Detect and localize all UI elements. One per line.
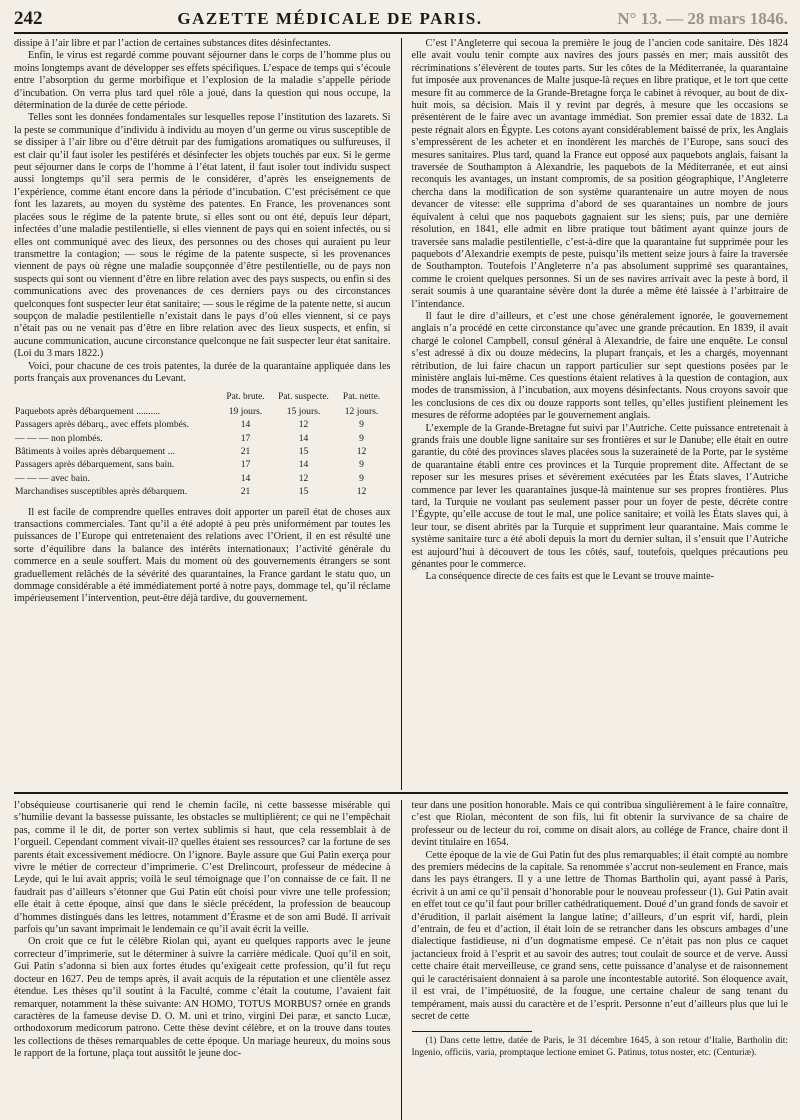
footnote: (1) Dans cette lettre, datée de Paris, le 31 décembre 1645, à son retour d’Italie, Bartholin dit: Ingenio, officiis, varia, promptaque lectione eminet G. Patinus, totus noster, etc. (Centuriæ). bbox=[411, 1036, 788, 1058]
paragraph: Il faut le dire d’ailleurs, et c’est une chose généralement ignorée, le gouvernement anglais n’a procédé en cette circonstance qu’avec une grande précaution. En 1839, il avait chargé le colonel Campbell, consul général à Alexandrie, de faire une enquête. Le consul s’est adressé à dix ou douze médecins, la plupart français, et les a chargés, moyennant rétribution, de lui faire chacun un rapport particulier sur sept questions posées par le ministère anglais lui-même. Ces questions étaient relatives à la question de contagion, aux modes de transmission, à l’incubation, aux moyens désinfectants. Nous croyons savoir que les conclusions de ces dix ou douze rapports sont telles, qu’elles justifient pleinement les mesures de réforme adoptées par le gouvernement anglais. bbox=[411, 310, 788, 422]
footnote-rule bbox=[412, 1031, 532, 1032]
table-cell: 12 bbox=[356, 486, 367, 498]
table-cell: — — — avec bain. bbox=[15, 472, 90, 484]
table-cell: 9 bbox=[359, 432, 364, 444]
paragraph: Enfin, le virus est regardé comme pouvant séjourner dans le corps de l’homme plus ou moins longtemps avant de développer ses effets spécifiques. L’espace de temps qui s’écoule entre l’absorption du germe morbifique et l’explosion de la maladie s’appelle période d’incubation. On verra plus tard quel rôle a joué, dans la question qui nous occupe, la détermination de la durée de cette période. bbox=[14, 50, 391, 112]
table-row bbox=[14, 472, 391, 485]
table-cell: Passagers après débarq., avec effets plombés. bbox=[15, 419, 190, 431]
journal-title: GAZETTE MÉDICALE DE PARIS. bbox=[177, 9, 483, 28]
right-column bbox=[412, 38, 789, 790]
table-cell: 9 bbox=[359, 419, 364, 431]
table-cell: Paquebots après débarquement .......... bbox=[15, 405, 161, 417]
table-cell: 14 bbox=[298, 459, 309, 471]
table-row bbox=[14, 458, 391, 471]
paragraph: L’exemple de la Grande-Bretagne fut suivi par l’Autriche. Cette puissance entretenait à grands frais une double ligne sanitaire sur ses frontières et sur le Danube; elle était en outre garantie, du côté des provinces slaves placées sous la suzeraineté de la Porte, par le système de quarantaine établi entre ces provinces et la Turquie proprement dite. Affectant de se reposer sur les mesures prises et sévèrement exécutées par les États slaves, l’Autriche commence par lever les quarantaines jusque-là maintenue sur ses propres frontières. Plus tard, la Turquie ne voulant pas seulement passer pour un foyer de peste, décrète contre l’Égypte, qu’elle accuse de tout le mal, une police sanitaire; et voilà les États slaves qui, à leur tour, se disent abrités par la Turquie et suppriment leur quarantaine. Mais comme le système sanitaire turc a été aboli depuis la mort du dernier sultan, il s’ensuit que l’Autriche est aujourd’hui à découvert de tous les côtés, sauf, toutefois, quelques précautions peu génantes pour le commerce. bbox=[411, 422, 788, 571]
column-divider bbox=[401, 38, 402, 790]
page-header bbox=[14, 8, 788, 34]
table-header-cell: Pat. brute. bbox=[226, 392, 265, 403]
paragraph: C’est l’Angleterre qui secoua la première le joug de l’ancien code sanitaire. Dès 1824 elle avait voulu tenir compte aux navires des jours passés en mer; mais aussitôt des récriminations s’élevèrent de toutes parts. Sur les côtes de la Méditerranée, la quarantaine fut imposée aux provenances de Malte jusque-là reçues en libre pratique, et le tort que cette mesure fit au commerce de la Grande-Bretagne força le cabinet à révoquer, au bout de dix-huit mois, sa décision. Mais il y revint par degrés, à mesure que les occasions se présentèrent de le faire avec un avantage immédiat. Son premier essai date de 1832. La peste régnait alors en Égypte. Les cotons ayant considérablement baissé de prix, les Anglais s’empressèrent de les acheter et en inondèrent les marchés de l’Europe, sans souci des mesures sanitaires. Plus tard, quand la France eut opposé aux paquebots anglais, faisant la traversée de Southampton à Alexandrie, les paquebots de la Méditerranée, et eut ainsi reconquis les avantages, un instant compromis, de sa position géographique, l’Angleterre chercha dans la modification de son système quarantenaire un autre moyen de nous devancer de vitesse: elle supprima d’abord de ses quarantaines un nombre de jours équivalent à celui que nos paquebots gagnaient sur les siens; puis, par une dernière résolution, en 1841, elle admit en libre pratique tout bâtiment ayant quinze jours de traversée sans maladie pestilentielle, c’est-à-dire que la quarantaine fut supprimée pour les paquebots d’Alexandrie exempts de peste, puisqu’ils mettent seize jours à faire la traversée de Southampton. Toutefois l’Angleterre n’a pas absolument supprimé ses quarantaines, comme le croient quelques personnes. Si un de ses navires arrivait avec la peste à bord, il serait soumis à une quarantaine sévère dont la durée a même été laissée à l’arbitraire de l’intendance. bbox=[411, 38, 788, 310]
table-cell: Bâtiments à voiles après débarquement ... bbox=[15, 446, 175, 457]
feuilleton-left-column bbox=[14, 800, 391, 1120]
table-cell: — — — non plombés. bbox=[15, 432, 103, 444]
paragraph: Telles sont les données fondamentales sur lesquelles repose l’institution des lazarets. Si la peste se communique d’individu à individu au moyen d’un germe ou virus susceptible de se dissiper à l’air libre ou d’être détruit par des fumigations aromatiques ou sulfureuses, il est clair qu’il faut isoler les pestiférés et désinfecter les objets touchés par eux. Si le germe peut séjourner dans le corps de l’homme à l’état latent, il faut isoler tout individu suspect aussi longtemps qu’il sera permis de le considérer, d’après les enseignements de l’expérience, comme étant encore dans la période d’incubation. C’est précisément ce que font les lazarets, au moyen du système des patentes. En France, les provenances sont placées sous le régime de la patente brute, si elles sont ou ont été, depuis leur départ, infectées d’une maladie pestilentielle, si elles viennent de pays qui en soient infectés, ou si elles ont communiqué avec des lieux, des personnes ou des choses qui auraient pu leur transmettre la contagion; — sous le régime de la patente suspecte, si les provenances viennent de pays où règne une maladie soupçonnée d’être pestilentielle, ou de pays non suspects qui sont ou viennent d’être en libre relation avec des pays suspects, ou enfin si des communications avec des provenances de ces derniers pays ou des circonstances quelconques font suspecter leur état sanitaire; — sous le régime de la patente nette, si aucun soupçon de maladie pestilentielle n’existait dans le pays d’où elles viennent, si ce pays n’était pas ou ne venait pas d’être en libre relation avec des lieux suspects, et enfin, si aucune communication, aucune circonstance quelconque ne fait suspecter leur état sanitaire. (Loi du 3 mars 1822.) bbox=[14, 112, 391, 360]
table-cell: 15 bbox=[298, 486, 309, 498]
paragraph: l’obséquieuse courtisanerie qui rend le chemin facile, ni cette bassesse misérable qui s’humilie devant la bassesse puissante, les obstacles se multiplièrent; ce qui ne l’empêchait pas, comme il le dit, de porter son vertex sublimis si haut, que cela ressemblait à de l’orgueil. Cependant comment vivait-il? quelles étaient ses ressources? car la fortune de ses parents était excessivement médiocre. On l’ignore. Bayle assure que Gui Patin exerça pour vivre le métier de correcteur d’imprimerie. C’est Drelincourt, professeur de médecine à Leyde, qui le lui avait appris; voilà le seul témoignage que l’on connaisse de ce fait. Il ne faudrait pas d’ailleurs s’étonner que Gui Patin eût choisi pour vivre une telle profession; elle était à cette époque, ainsi que dans le siècle précédent, la profession de beaucoup d’hommes distingués dans les lettres, notamment d’Érasme et de son ami Budé. Il arrivait parfois qu’un savant imprimait le lendemain ce qu’il avait écrit la veille. bbox=[14, 800, 391, 936]
table-cell: 15 bbox=[298, 446, 309, 457]
feuilleton-right-column bbox=[412, 800, 789, 1120]
table-row bbox=[14, 405, 391, 418]
table-header-cell: Pat. suspecte. bbox=[278, 392, 329, 403]
table-cell: 12 bbox=[298, 419, 309, 431]
table-cell: 12 bbox=[356, 446, 367, 457]
column-divider bbox=[401, 800, 402, 1120]
page-number: 242 bbox=[14, 8, 43, 29]
table-cell: 14 bbox=[240, 419, 251, 431]
section-divider bbox=[14, 792, 788, 794]
table-cell: Passagers après débarquement, sans bain. bbox=[15, 459, 175, 471]
table-cell: 9 bbox=[359, 459, 364, 471]
paragraph: teur dans une position honorable. Mais ce qui contribua singulièrement à le faire connaître, c’est que Riolan, mécontent de son fils, lui fit obtenir la survivance de sa chaire de professeur ou de lecteur du roi, comme on disait alors, au collége de France, chaire dont il devint titulaire en 1654. bbox=[411, 800, 788, 849]
paragraph: Voici, pour chacune de ces trois patentes, la durée de la quarantaine appliquée dans les ports français aux provenances du Levant. bbox=[14, 360, 391, 384]
paragraph: dissipe à l’air libre et par l’action de certaines substances dites désinfectantes. bbox=[14, 38, 331, 49]
table-row bbox=[14, 418, 391, 431]
feuilleton-section bbox=[14, 800, 788, 1120]
table-cell: 15 jours. bbox=[286, 405, 321, 417]
table-cell: 17 bbox=[240, 432, 251, 444]
table-cell: 12 bbox=[298, 472, 309, 484]
table-cell: 17 bbox=[240, 459, 251, 471]
table-header-row bbox=[14, 391, 391, 404]
table-cell: 14 bbox=[240, 472, 251, 484]
table-row bbox=[14, 485, 391, 498]
table-header-cell bbox=[14, 391, 217, 404]
paragraph: Cette époque de la vie de Gui Patin fut des plus remarquables; il était compté au nombre des premiers médecins de la capitale. Sa renommée s’accrut non-seulement en France, mais dans les pays étrangers. Il y a une lettre de Thomas Bartholin qui, ayant passé à Paris, écrivit à un ami ce qu’il pensait d’honorable pour le nouveau professeur (1). Gui Patin avait en effet tout ce qu’il faut pour briller cathédratiquement. Doué d’un grand fonds de savoir et d’érudition, il parlait aisément la langue latine; d’ailleurs, d’un esprit vif, hardi, plein d’entrain, de feu et d’action, il était loin de se retrancher dans les obscurs ambages d’une dialectique fastidieuse, ni d’un dogmatisme empesé. Ce n’était pas non plus ce caquet jactancieux froid à l’esprit et au savoir des autres; tout coulait de source et de verve. Aussi cette chaire était merveilleuse, ce grand sens, cette puissance d’analyse et de raisonnement qui le caractérisaient donnaient à sa parole une incontestable autorité. Son éloquence avait, il est vrai, de l’impétuosité, de la fougue, une certaine chaleur de sang tenant du tempérament, mais aussi du caractère et de l’esprit. Personne n’eut d’ailleurs plus que lui le secret de cette bbox=[411, 849, 788, 1022]
table-cell: 21 bbox=[240, 486, 251, 498]
issue-info: N° 13. — 28 mars 1846. bbox=[617, 9, 788, 28]
paragraph: La conséquence directe de ces faits est que le Levant se trouve mainte- bbox=[425, 571, 715, 583]
table-row bbox=[14, 432, 391, 445]
table-cell: 12 jours. bbox=[344, 405, 379, 417]
quarantine-table bbox=[14, 391, 391, 498]
paragraph: On croit que ce fut le célèbre Riolan qui, ayant eu quelques rapports avec le jeune correcteur d’imprimerie, sut le déterminer à suivre la carrière médicale. Quoi qu’il en soit, Gui Patin s’adonna si bien aux fortes études qu’exigeait cette profession, qu’il fut reçu docteur en 1627. Peu de temps après, il avait acquis de la réputation et une clientèle assez étendue. Les thèses qu’il soutint à la Faculté, comme c’était la coutume, l’avaient fait remarquer, notamment la thèse suivante: AN HOMO, TOTUS MORBUS? ornée en grands caractères de la fameuse devise D. O. M. uni et trino, virgini Dei paræ, et sancto Lucæ, orthodoxorum medicorum patrono. Cette thèse devint célèbre, et on la trouve dans toutes les collections de thèses remarquables de cette époque. Un mariage heureux, du moins sous le rapport de la fortune, plaça tout aussitôt le jeune doc- bbox=[14, 936, 391, 1060]
left-column bbox=[14, 38, 391, 790]
table-cell: Marchandises susceptibles après débarquem. bbox=[15, 486, 188, 498]
table-cell: 9 bbox=[359, 472, 364, 484]
table-cell: 14 bbox=[298, 432, 309, 444]
table-cell: 21 bbox=[240, 446, 251, 457]
table-header-cell: Pat. nette. bbox=[342, 392, 381, 403]
table-row bbox=[14, 445, 391, 458]
paragraph: Il est facile de comprendre quelles entraves doit apporter un pareil état de choses aux transactions commerciales. Tant qu’il a été adopté à peu près uniformément par toutes les puissances de l’Europe qui entretenaient des relations avec l’Orient, il en est résulté une sorte d’équilibre dans la balance des intérêts internationaux; l’activité générale du commerce en a seule souffert. Mais du moment où des gouvernements étrangers se sont graduellement relâchés de la sévérité des quarantaines, la France gardant le statu quo, un dommage considérable a été immédiatement porté à notre pays, dommage tel, qu’il réclame impérieusement l’intervention, peut-être déjà tardive, du gouvernement. bbox=[14, 506, 391, 605]
table-cell: 19 jours. bbox=[228, 405, 263, 417]
upper-section bbox=[14, 38, 788, 790]
